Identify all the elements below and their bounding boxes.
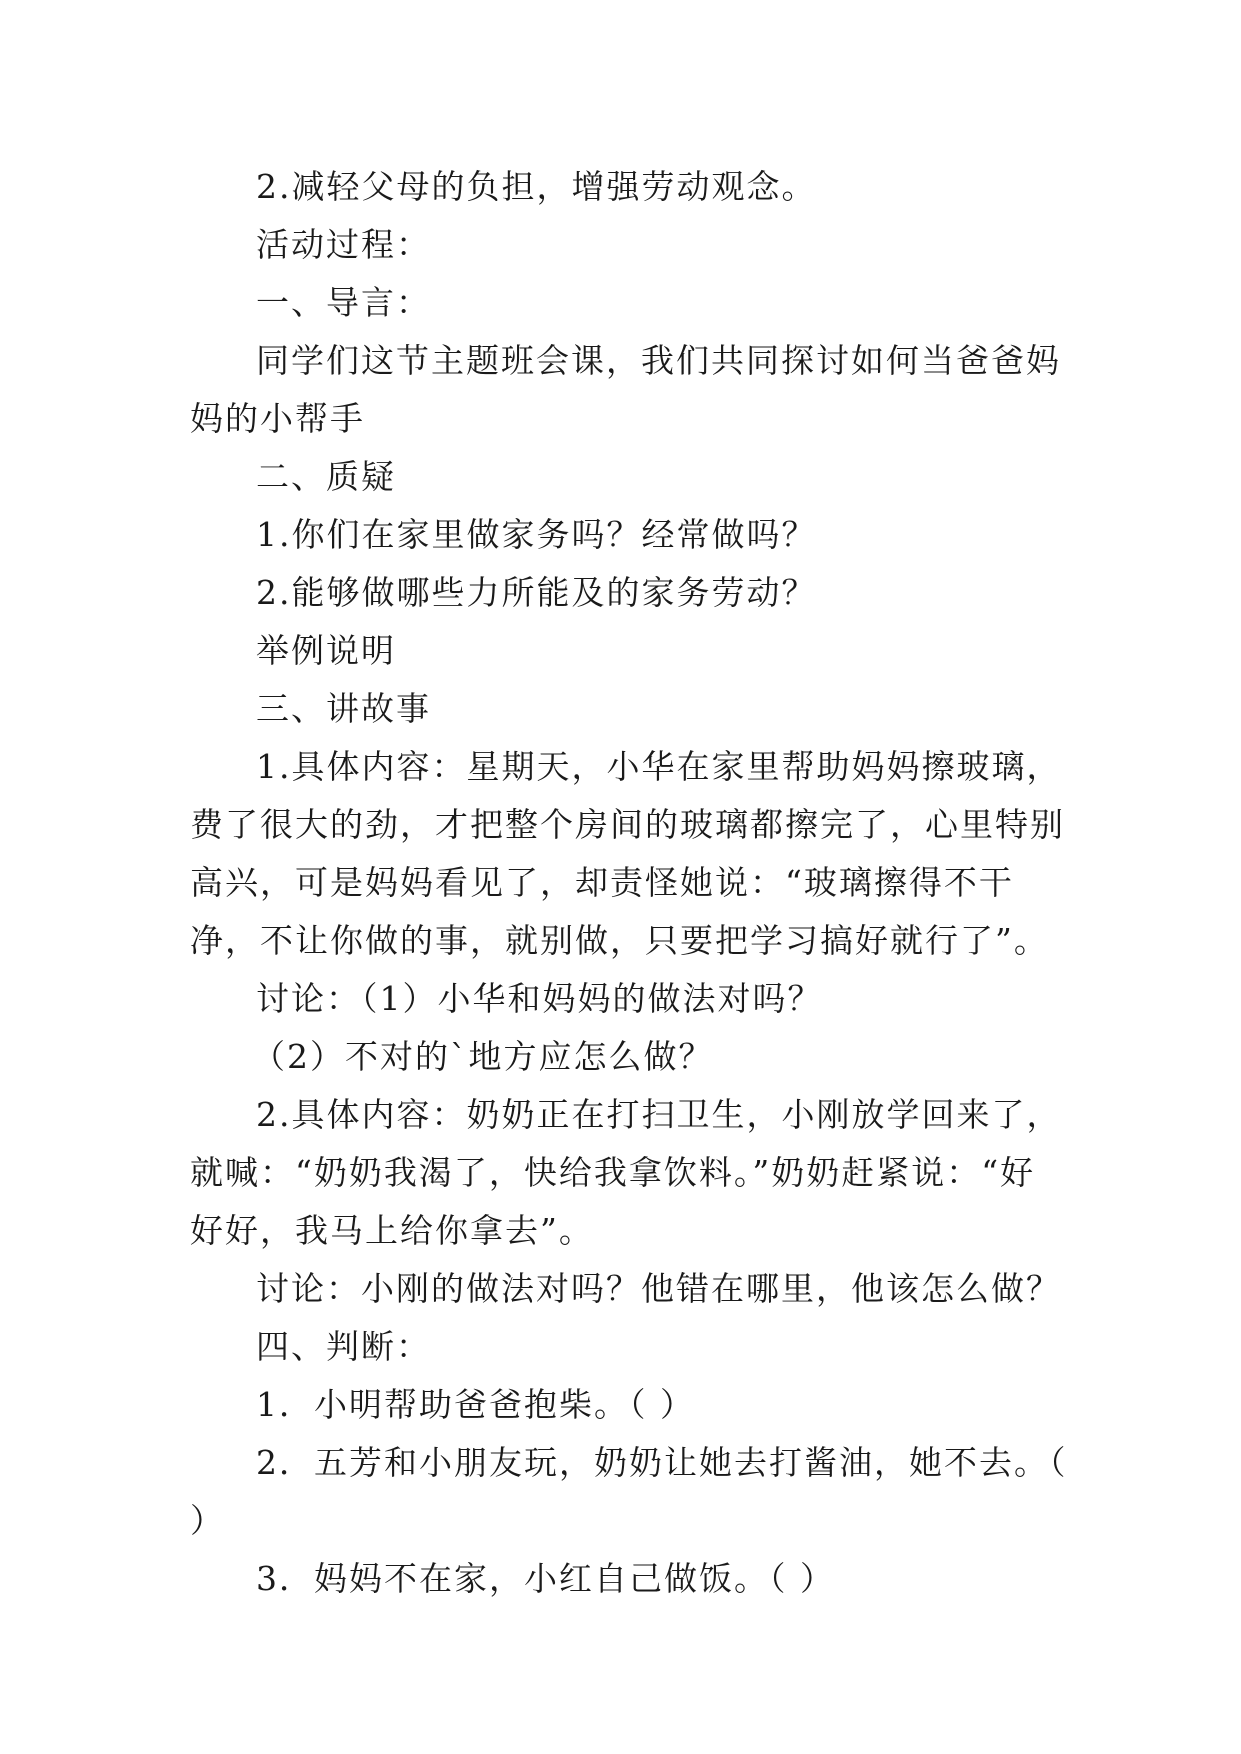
paragraph-section-3-heading: 三、讲故事 bbox=[256, 689, 431, 728]
paragraph-section-2-heading: 二、质疑 bbox=[256, 457, 396, 496]
paragraph-section-1-heading: 一、导言： bbox=[256, 283, 431, 322]
paragraph-story-2: 2.具体内容：奶奶正在打扫卫生，小刚放学回来了，就喊：“奶奶我渴了，快给我拿饮料。”奶奶赶紧说：“好好好，我马上给你拿去”。 bbox=[190, 1095, 1062, 1250]
paragraph-examples: 举例说明 bbox=[256, 631, 396, 670]
paragraph-story-1: 1.具体内容：星期天，小华在家里帮助妈妈擦玻璃，费了很大的劲，才把整个房间的玻璃都擦完了，心里特别高兴，可是妈妈看见了，却责怪她说：“玻璃擦得不干净，不让你做的事，就别做，只要把学习搞好就行了”。 bbox=[190, 747, 1065, 960]
paragraph-section-4-heading: 四、判断： bbox=[256, 1327, 431, 1366]
document-body bbox=[190, 158, 1070, 1608]
paragraph-question-1: 1.你们在家里做家务吗？经常做吗？ bbox=[256, 515, 817, 554]
paragraph-discussion-2: 讨论：小刚的做法对吗？他错在哪里，他该怎么做？ bbox=[256, 1269, 1061, 1308]
paragraph-question-2: 2.能够做哪些力所能及的家务劳动？ bbox=[256, 573, 817, 612]
paragraph-intro-text: 同学们这节主题班会课，我们共同探讨如何当爸爸妈妈的小帮手 bbox=[190, 341, 1061, 438]
paragraph-discussion-1: 讨论：（1）小华和妈妈的做法对吗？ bbox=[256, 979, 823, 1018]
paragraph-judge-1: 1．小明帮助爸爸抱柴。（ ） bbox=[256, 1385, 695, 1424]
paragraph-discussion-1b: （2）不对的`地方应怎么做？ bbox=[252, 1037, 714, 1076]
paragraph-judge-2: 2．五芳和小朋友玩，奶奶让她去打酱油，她不去。（ ） bbox=[190, 1443, 1068, 1540]
paragraph-goal-2: 2.减轻父母的负担，增强劳动观念。 bbox=[256, 167, 817, 206]
paragraph-judge-3: 3．妈妈不在家，小红自己做饭。（ ） bbox=[256, 1559, 835, 1598]
paragraph-process-heading: 活动过程： bbox=[256, 225, 431, 264]
